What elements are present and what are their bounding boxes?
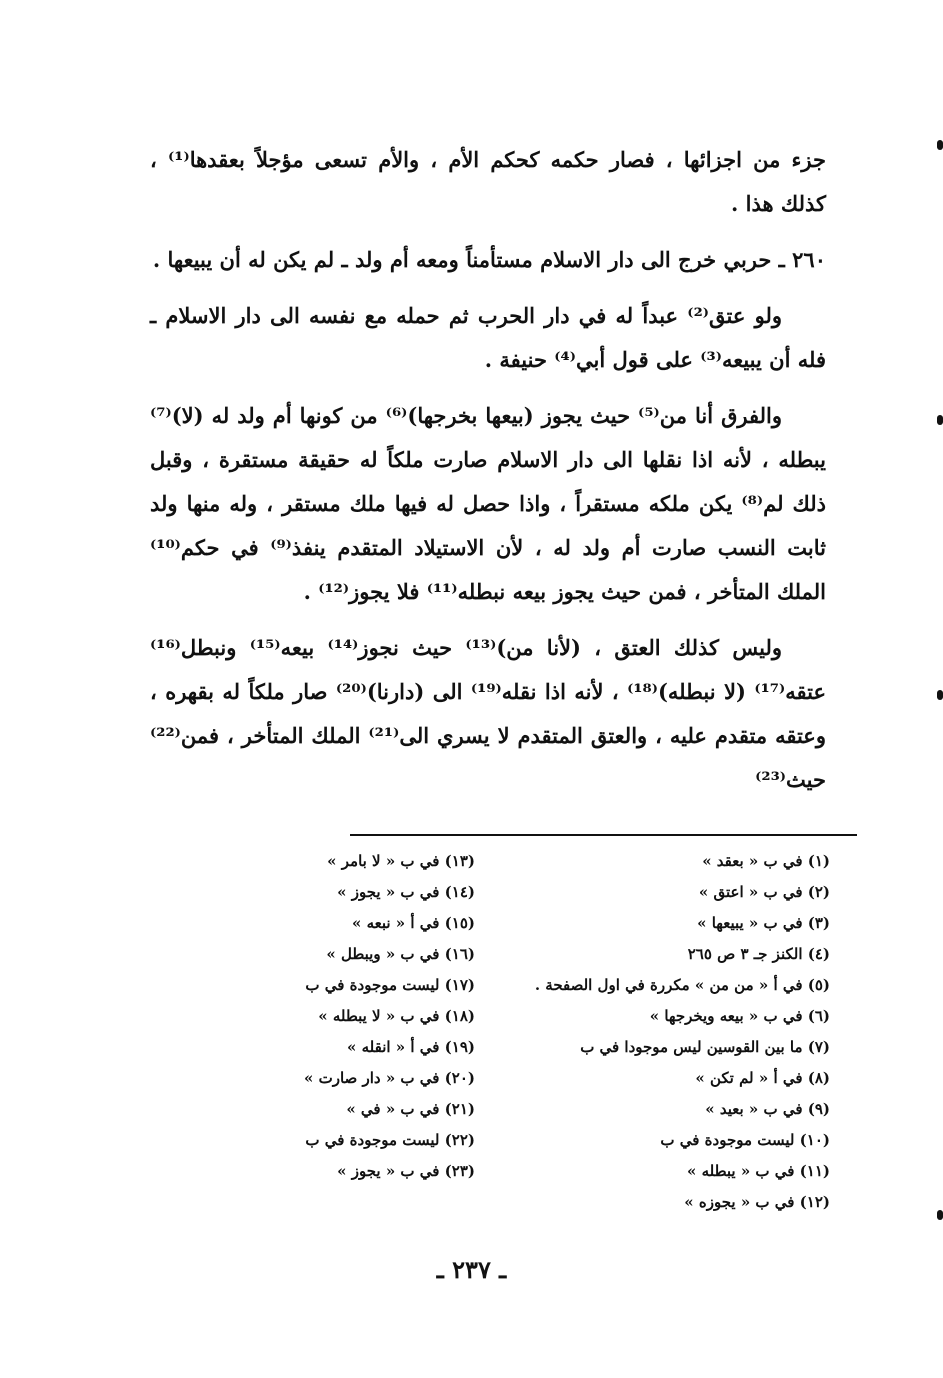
footnote-item: (١١) في ب « يبطله » <box>687 1162 830 1180</box>
footnote-item: (٤) الكنز جـ ٣ ص ٢٦٥ <box>687 945 830 963</box>
footnote-item: (٢٢) ليست موجودة في ب <box>305 1131 475 1149</box>
footnote-item: (١٩) في أ « انقله » <box>347 1038 475 1056</box>
footnote-item: (٥) في أ « من من » مكررة في اول الصفحة . <box>534 976 830 994</box>
footnote-item: (٣) في ب « يبيعها » <box>697 914 830 932</box>
footnote-item: (١) في ب « بعقد » <box>702 852 830 870</box>
footnote-item: (١٣) في ب « لا بامر » <box>327 852 475 870</box>
paragraph-4: والفرق أنا من⁽⁵⁾ حيث يجوز (بيعها بخرجها)⁽⁶⁾ من كونها أم ولد له (لا)⁽⁷⁾ يبطله ، لأنه اذا نقلها الى دار الاسلام صارت ملكاً له حقيقة مستقرة ، وقبل ذلك لم⁽⁸⁾ يكن ملكه مستقراً ، واذا حصل له فيها ملك مستقر ، وله منها ولد ثابت النسب صارت أم ولد له ، لأن الاستيلاد المتقدم ينفذ⁽⁹⁾ في حكم⁽¹⁰⁾ الملك المتأخر ، فمن حيث يجوز بيعه نبطله⁽¹¹⁾ فلا يجوز⁽¹²⁾ . <box>150 403 827 604</box>
footnote-divider <box>350 834 857 836</box>
footnote-item: (١٠) ليست موجودة في ب <box>660 1131 830 1149</box>
footnote-item: (١٨) في ب « لا يبطله » <box>318 1007 475 1025</box>
footnote-item: (٩) في ب « بعيد » <box>705 1100 830 1118</box>
margin-mark <box>937 140 943 150</box>
footnote-item: (١٤) في ب « يجوز » <box>337 883 475 901</box>
paragraph-2: ٢٦٠ ـ حربي خرج الى دار الاسلام مستأمناً ومعه أم ولد ـ لم يكن له أن يبيعها . <box>152 247 826 272</box>
footnote-item: (٦) في ب « بيعه ويخرجها » <box>649 1007 830 1025</box>
footnote-item: (١٧) ليست موجودة في ب <box>305 976 475 994</box>
footnote-item: (٢) في ب « اعتق » <box>698 883 830 901</box>
paragraph-1: جزء من اجزائها ، فصار حكمه كحكم الأم ، والأم تسعى مؤجلاً بعقدها⁽¹⁾ ، كذلك هذا . <box>150 147 826 216</box>
footnote-item: (٨) في أ « لم تكن » <box>695 1069 830 1087</box>
footnote-item: (١٢) في ب « يجوزه » <box>684 1193 830 1211</box>
footnote-item: (١٥) في أ « نبعه » <box>351 914 475 932</box>
footnotes-column-right <box>510 846 830 1218</box>
main-text <box>150 138 826 814</box>
paragraph-5: وليس كذلك العتق ، (لأنا من)⁽¹³⁾ حيث نجوز⁽¹⁴⁾ بيعه⁽¹⁵⁾ ونبطل⁽¹⁶⁾ عتقه⁽¹⁷⁾ (لا نبطله)⁽¹⁸⁾ ، لأنه اذا نقله⁽¹⁹⁾ الى (دارنا)⁽²⁰⁾ صار ملكاً له بقهره ، وعتقه متقدم عليه ، والعتق المتقدم لا يسري الى⁽²¹⁾ الملك المتأخر ، فمن⁽²²⁾ حيث⁽²³⁾ <box>150 635 826 792</box>
footnote-item: (١٦) في ب « ويبطل » <box>326 945 475 963</box>
footnotes-column-left <box>255 846 475 1187</box>
footnote-item: (٢٣) في ب « يجوز » <box>337 1162 475 1180</box>
footnote-item: (٢١) في ب « في » <box>346 1100 475 1118</box>
paragraph-3: ولو عتق⁽²⁾ عبداً له في دار الحرب ثم حمله مع نفسه الى دار الاسلام ـ فله أن يبيعه⁽³⁾ على قول أبي⁽⁴⁾ حنيفة . <box>150 303 826 372</box>
margin-mark <box>937 415 943 425</box>
footnote-item: (٢٠) في ب « دار صارت » <box>304 1069 475 1087</box>
margin-mark <box>937 690 943 700</box>
page-number: ـ ٢٣٧ ـ <box>436 1255 507 1284</box>
margin-mark <box>937 1210 943 1220</box>
footnote-item: (٧) ما بين القوسين ليس موجودا في ب <box>580 1038 830 1056</box>
